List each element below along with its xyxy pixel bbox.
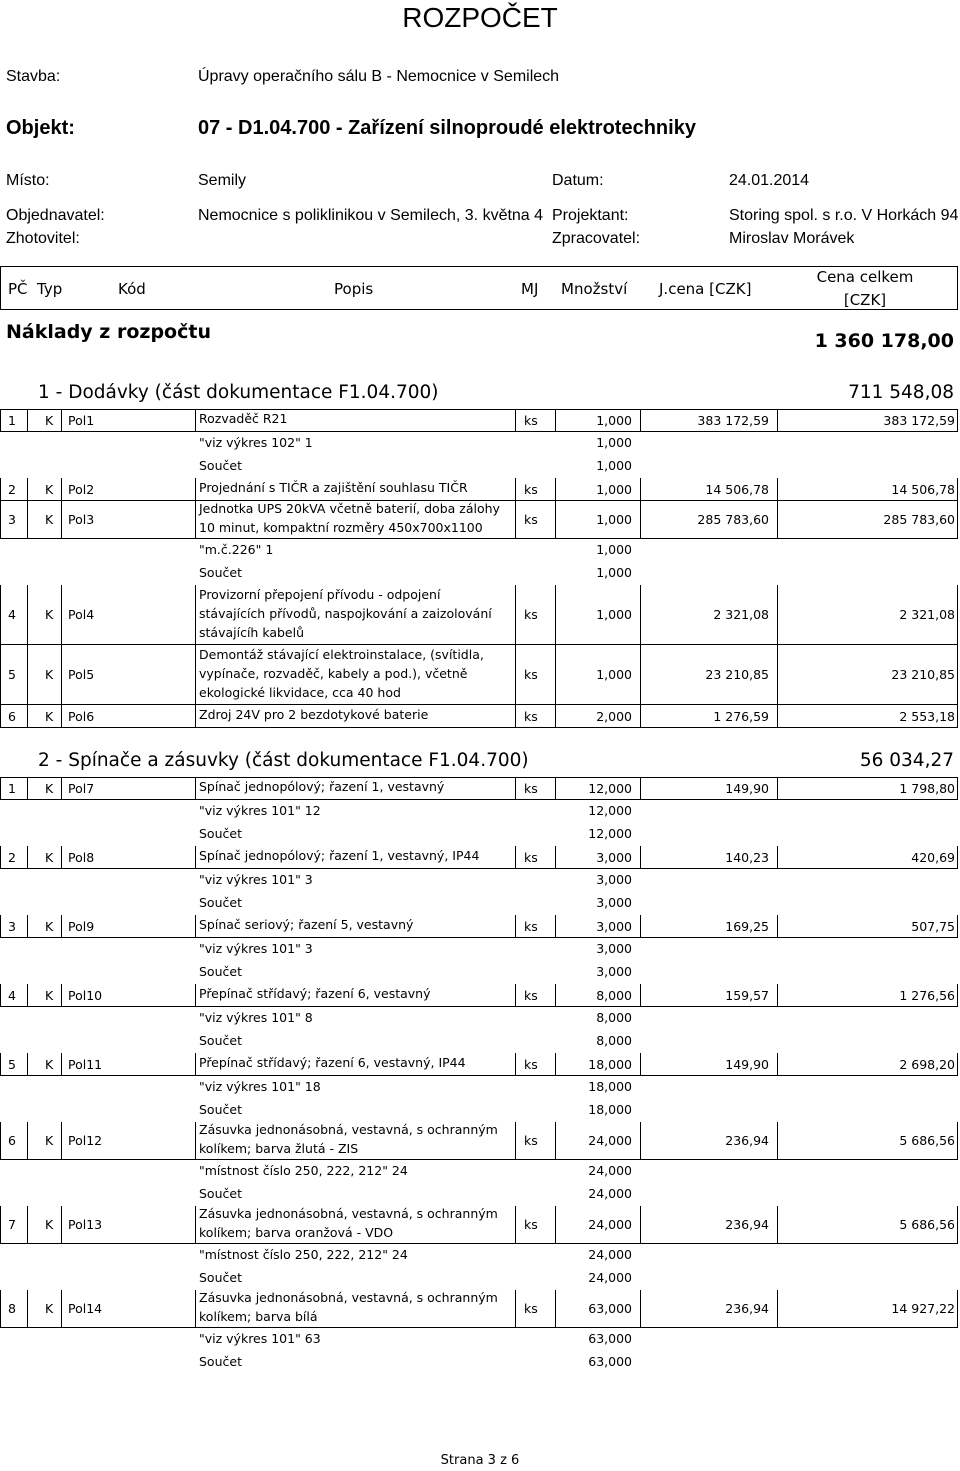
sub-mnozstvi: 1,000 — [596, 435, 632, 450]
col-popis: Popis — [334, 280, 374, 298]
cell-divider — [27, 585, 28, 645]
misto-value: Semily — [198, 172, 247, 189]
cell-divider — [27, 1122, 28, 1160]
cell-divider — [555, 645, 556, 705]
row-celkem: 507,75 — [911, 918, 955, 934]
row-jcena: 236,94 — [725, 1217, 769, 1232]
row-jcena: 159,57 — [725, 987, 769, 1003]
row-pc: 5 — [8, 1056, 16, 1072]
row-popis: ekologické likvidace, cca 40 hod — [199, 684, 401, 700]
sub-popis: "viz výkres 101" 12 — [199, 803, 321, 818]
row-mj: ks — [524, 1133, 538, 1148]
sub-mnozstvi: 1,000 — [596, 565, 632, 580]
row-pc: 4 — [8, 987, 16, 1003]
cell-divider — [61, 846, 62, 869]
objekt-value: 07 - D1.04.700 - Zařízení silnoproudé elektrotechniky — [198, 117, 696, 139]
cell-divider — [777, 645, 778, 705]
cell-divider — [640, 501, 641, 539]
sub-popis: Součet — [199, 1186, 242, 1201]
zpracovatel-value: Miroslav Morávek — [729, 230, 855, 247]
row-celkem: 14 927,22 — [891, 1301, 955, 1316]
row-celkem: 23 210,85 — [891, 667, 955, 682]
row-jcena: 2 321,08 — [713, 607, 769, 622]
cell-divider — [61, 1053, 62, 1076]
sub-popis: "viz výkres 101" 63 — [199, 1331, 321, 1346]
row-jcena: 140,23 — [725, 849, 769, 865]
stavba-value: Úpravy operačního sálu B - Nemocnice v Semilech — [198, 68, 560, 85]
cell-divider — [195, 846, 196, 869]
row-popis: Projednání s TIČR a zajištění souhlasu TIČR — [199, 480, 468, 495]
sub-mnozstvi: 8,000 — [596, 1010, 632, 1025]
cell-divider — [515, 478, 516, 501]
cell-divider — [61, 585, 62, 645]
sub-mnozstvi: 1,000 — [596, 542, 632, 557]
cell-divider — [195, 645, 196, 705]
cell-divider — [515, 777, 516, 800]
sub-mnozstvi: 1,000 — [596, 458, 632, 473]
cell-divider — [61, 705, 62, 728]
cell-divider — [640, 846, 641, 869]
cell-divider — [195, 1053, 196, 1076]
naklady-total: 1 360 178,00 — [814, 330, 954, 352]
row-mj: ks — [524, 1301, 538, 1316]
row-mnozstvi: 1,000 — [596, 607, 632, 622]
row-popis: kolíkem; barva oranžová - VDO — [199, 1225, 394, 1240]
sub-popis: "viz výkres 102" 1 — [199, 435, 313, 450]
row-jcena: 149,90 — [725, 780, 769, 796]
row-pc: 6 — [8, 708, 16, 724]
row-typ: K — [45, 667, 54, 682]
row-mnozstvi: 3,000 — [596, 918, 632, 934]
cell-divider — [515, 1053, 516, 1076]
sub-popis: Součet — [199, 458, 242, 473]
sub-popis: "viz výkres 101" 3 — [199, 872, 313, 887]
row-pc: 5 — [8, 667, 16, 682]
row-typ: K — [45, 1217, 54, 1232]
cell-divider — [61, 1206, 62, 1244]
row-mnozstvi: 18,000 — [588, 1056, 632, 1072]
cell-divider — [777, 501, 778, 539]
sub-mnozstvi: 24,000 — [588, 1186, 632, 1201]
cell-divider — [777, 1290, 778, 1328]
col-mnozstvi: Množství — [561, 280, 628, 298]
sub-popis: "viz výkres 101" 18 — [199, 1079, 321, 1094]
row-mj: ks — [524, 1217, 538, 1232]
cell-divider — [555, 501, 556, 539]
sub-popis: Součet — [199, 826, 242, 841]
cell-divider — [195, 409, 196, 432]
naklady-label: Náklady z rozpočtu — [6, 321, 211, 343]
cell-divider — [515, 585, 516, 645]
cell-divider — [640, 1290, 641, 1328]
table-row — [0, 984, 958, 1007]
row-kod: Pol11 — [68, 1056, 103, 1072]
sub-popis: Součet — [199, 1270, 242, 1285]
row-popis: Přepínač střídavý; řazení 6, vestavný, IP44 — [199, 1055, 466, 1070]
row-pc: 6 — [8, 1133, 16, 1148]
cell-divider — [555, 1206, 556, 1244]
row-jcena: 236,94 — [725, 1301, 769, 1316]
cell-divider — [195, 915, 196, 938]
row-celkem: 2 553,18 — [899, 708, 955, 724]
row-popis: Provizorní přepojení přívodu - odpojení — [199, 586, 441, 602]
cell-divider — [555, 1053, 556, 1076]
row-mj: ks — [524, 481, 538, 497]
row-jcena: 14 506,78 — [705, 481, 769, 497]
sub-popis: Součet — [199, 1033, 242, 1048]
row-celkem: 285 783,60 — [883, 512, 955, 527]
table-row — [0, 409, 958, 432]
cell-divider — [515, 915, 516, 938]
cell-divider — [515, 705, 516, 728]
cell-divider — [555, 846, 556, 869]
sub-mnozstvi: 3,000 — [596, 964, 632, 979]
table-row — [0, 915, 958, 938]
row-pc: 2 — [8, 849, 16, 865]
cell-divider — [515, 984, 516, 1007]
cell-divider — [27, 478, 28, 501]
row-celkem: 14 506,78 — [891, 481, 955, 497]
cell-divider — [640, 777, 641, 800]
row-jcena: 23 210,85 — [705, 667, 769, 682]
row-mnozstvi: 24,000 — [588, 1217, 632, 1232]
cell-divider — [515, 846, 516, 869]
cell-divider — [777, 705, 778, 728]
cell-divider — [640, 1053, 641, 1076]
sub-popis: Součet — [199, 895, 242, 910]
col-mj: MJ — [521, 280, 539, 298]
row-celkem: 383 172,59 — [883, 412, 955, 428]
row-popis: Zásuvka jednonásobná, vestavná, s ochranným — [199, 1122, 498, 1137]
section-total: 711 548,08 — [848, 382, 954, 403]
row-pc: 3 — [8, 918, 16, 934]
row-jcena: 383 172,59 — [697, 412, 769, 428]
cell-divider — [640, 645, 641, 705]
row-kod: Pol5 — [68, 667, 95, 682]
row-kod: Pol14 — [68, 1301, 103, 1316]
cell-divider — [555, 777, 556, 800]
row-jcena: 236,94 — [725, 1133, 769, 1148]
cell-divider — [777, 1053, 778, 1076]
row-popis: Zásuvka jednonásobná, vestavná, s ochranným — [199, 1290, 498, 1305]
objednavatel-value: Nemocnice s poliklinikou v Semilech, 3. května 4 — [198, 207, 544, 224]
row-typ: K — [45, 607, 54, 622]
row-popis: Zdroj 24V pro 2 bezdotykové baterie — [199, 707, 429, 722]
row-popis: Spínač jednopólový; řazení 1, vestavný, IP44 — [199, 848, 480, 863]
cell-divider — [61, 409, 62, 432]
table-row — [0, 705, 958, 728]
row-mnozstvi: 1,000 — [596, 412, 632, 428]
row-mnozstvi: 63,000 — [588, 1301, 632, 1316]
sub-mnozstvi: 18,000 — [588, 1079, 632, 1094]
zhotovitel-label: Zhotovitel: — [6, 230, 80, 247]
cell-divider — [640, 478, 641, 501]
row-kod: Pol9 — [68, 918, 95, 934]
row-popis: 10 minut, kompaktní rozměry 450x700x1100 — [199, 520, 483, 535]
row-mnozstvi: 2,000 — [596, 708, 632, 724]
cell-divider — [640, 585, 641, 645]
row-popis: Rozvaděč R21 — [199, 411, 288, 426]
sub-mnozstvi: 18,000 — [588, 1102, 632, 1117]
cell-divider — [61, 478, 62, 501]
page-footer: Strana 3 z 6 — [440, 1453, 520, 1468]
cell-divider — [27, 409, 28, 432]
cell-divider — [555, 585, 556, 645]
sub-popis: "m.č.226" 1 — [199, 542, 274, 557]
cell-divider — [777, 585, 778, 645]
col-typ: Typ — [37, 280, 63, 298]
cell-divider — [61, 984, 62, 1007]
cell-divider — [640, 1206, 641, 1244]
row-typ: K — [45, 780, 54, 796]
sub-popis: "místnost číslo 250, 222, 212" 24 — [199, 1163, 408, 1178]
row-pc: 1 — [8, 780, 16, 796]
row-typ: K — [45, 512, 54, 527]
datum-value: 24.01.2014 — [729, 172, 810, 189]
sub-mnozstvi: 24,000 — [588, 1247, 632, 1262]
cell-divider — [27, 705, 28, 728]
row-celkem: 1 276,56 — [899, 987, 955, 1003]
row-kod: Pol10 — [68, 987, 103, 1003]
cell-divider — [777, 1122, 778, 1160]
cell-divider — [27, 777, 28, 800]
cell-divider — [640, 1122, 641, 1160]
cell-divider — [777, 777, 778, 800]
row-mj: ks — [524, 667, 538, 682]
sub-popis: Součet — [199, 964, 242, 979]
cell-divider — [777, 915, 778, 938]
row-kod: Pol2 — [68, 481, 95, 497]
row-popis: stávajícíh kabelů — [199, 624, 305, 640]
objekt-label: Objekt: — [6, 117, 75, 139]
cell-divider — [61, 501, 62, 539]
row-mj: ks — [524, 780, 538, 796]
cell-divider — [555, 478, 556, 501]
cell-divider — [195, 705, 196, 728]
cell-divider — [555, 984, 556, 1007]
col-pc: PČ — [8, 280, 28, 298]
row-mnozstvi: 12,000 — [588, 780, 632, 796]
section-total: 56 034,27 — [859, 750, 954, 771]
cell-divider — [640, 409, 641, 432]
cell-divider — [777, 984, 778, 1007]
cell-divider — [61, 645, 62, 705]
row-popis: kolíkem; barva žlutá - ZIS — [199, 1141, 359, 1156]
stavba-label: Stavba: — [6, 68, 61, 85]
row-pc: 3 — [8, 512, 16, 527]
row-mnozstvi: 8,000 — [596, 987, 632, 1003]
cell-divider — [195, 1206, 196, 1244]
row-popis: Spínač seriový; řazení 5, vestavný — [199, 917, 414, 932]
row-typ: K — [45, 708, 54, 724]
cell-divider — [61, 1122, 62, 1160]
row-mnozstvi: 24,000 — [588, 1133, 632, 1148]
row-kod: Pol3 — [68, 512, 95, 527]
cell-divider — [515, 409, 516, 432]
table-row — [0, 1053, 958, 1076]
row-mnozstvi: 1,000 — [596, 481, 632, 497]
row-mj: ks — [524, 512, 538, 527]
sub-mnozstvi: 63,000 — [588, 1354, 632, 1369]
cell-divider — [640, 984, 641, 1007]
row-mj: ks — [524, 607, 538, 622]
row-celkem: 5 686,56 — [899, 1217, 955, 1232]
cell-divider — [195, 1122, 196, 1160]
sub-popis: Součet — [199, 1102, 242, 1117]
row-popis: Přepínač střídavý; řazení 6, vestavný — [199, 986, 431, 1001]
row-pc: 2 — [8, 481, 16, 497]
row-celkem: 2 698,20 — [899, 1056, 955, 1072]
cell-divider — [515, 1206, 516, 1244]
cell-divider — [777, 846, 778, 869]
cell-divider — [195, 1290, 196, 1328]
row-kod: Pol7 — [68, 780, 95, 796]
col-jcena: J.cena [CZK] — [659, 280, 752, 298]
cell-divider — [777, 478, 778, 501]
cell-divider — [27, 645, 28, 705]
cell-divider — [555, 409, 556, 432]
cell-divider — [61, 777, 62, 800]
cell-divider — [640, 915, 641, 938]
row-celkem: 420,69 — [911, 849, 955, 865]
sub-mnozstvi: 24,000 — [588, 1163, 632, 1178]
cell-divider — [195, 777, 196, 800]
cell-divider — [515, 645, 516, 705]
row-mj: ks — [524, 708, 538, 724]
row-popis: Demontáž stávající elektroinstalace, (svítidla, — [199, 646, 484, 662]
page-title: ROZPOČET — [402, 2, 558, 33]
cell-divider — [640, 705, 641, 728]
row-typ: K — [45, 918, 54, 934]
sub-mnozstvi: 63,000 — [588, 1331, 632, 1346]
row-kod: Pol6 — [68, 708, 95, 724]
row-pc: 7 — [8, 1217, 16, 1232]
sub-mnozstvi: 8,000 — [596, 1033, 632, 1048]
row-mj: ks — [524, 987, 538, 1003]
row-typ: K — [45, 1301, 54, 1316]
row-mnozstvi: 1,000 — [596, 512, 632, 527]
cell-divider — [27, 984, 28, 1007]
row-popis: Spínač jednopólový; řazení 1, vestavný — [199, 779, 445, 794]
table-row — [0, 777, 958, 800]
row-typ: K — [45, 1056, 54, 1072]
sub-mnozstvi: 12,000 — [588, 826, 632, 841]
row-celkem: 2 321,08 — [899, 607, 955, 622]
row-kod: Pol13 — [68, 1217, 103, 1232]
cell-divider — [61, 1290, 62, 1328]
row-popis: Jednotka UPS 20kVA včetně baterií, doba zálohy — [199, 501, 500, 516]
row-popis: vypínače, rozvaděč, kabely a pod.), včetně — [199, 665, 468, 681]
cell-divider — [27, 1290, 28, 1328]
sub-popis: "viz výkres 101" 8 — [199, 1010, 313, 1025]
cell-divider — [555, 705, 556, 728]
projektant-label: Projektant: — [552, 207, 629, 224]
row-jcena: 285 783,60 — [697, 512, 769, 527]
cell-divider — [61, 915, 62, 938]
cell-divider — [27, 1053, 28, 1076]
sub-popis: "místnost číslo 250, 222, 212" 24 — [199, 1247, 408, 1262]
cell-divider — [555, 915, 556, 938]
cell-divider — [515, 1122, 516, 1160]
sub-mnozstvi: 3,000 — [596, 941, 632, 956]
row-pc: 4 — [8, 607, 16, 622]
sub-popis: Součet — [199, 565, 242, 580]
zpracovatel-label: Zpracovatel: — [552, 230, 641, 247]
cell-divider — [195, 585, 196, 645]
sub-mnozstvi: 3,000 — [596, 872, 632, 887]
sub-popis: Součet — [199, 1354, 242, 1369]
cell-divider — [195, 478, 196, 501]
projektant-value: Storing spol. s r.o. V Horkách 94 — [729, 207, 959, 224]
row-typ: K — [45, 987, 54, 1003]
row-popis: kolíkem; barva bílá — [199, 1309, 318, 1324]
row-pc: 8 — [8, 1301, 16, 1316]
col-cena-celkem: Cena celkem — [816, 268, 914, 286]
cell-divider — [777, 1206, 778, 1244]
row-typ: K — [45, 481, 54, 497]
cell-divider — [777, 409, 778, 432]
sub-popis: "viz výkres 101" 3 — [199, 941, 313, 956]
section-title: 2 - Spínače a zásuvky (část dokumentace F1.04.700) — [38, 750, 529, 771]
sub-mnozstvi: 12,000 — [588, 803, 632, 818]
row-popis: Zásuvka jednonásobná, vestavná, s ochranným — [199, 1206, 498, 1221]
row-kod: Pol12 — [68, 1133, 103, 1148]
row-kod: Pol4 — [68, 607, 95, 622]
cell-divider — [515, 501, 516, 539]
col-cena-celkem-unit: [CZK] — [843, 291, 887, 309]
row-mnozstvi: 3,000 — [596, 849, 632, 865]
row-celkem: 5 686,56 — [899, 1133, 955, 1148]
row-typ: K — [45, 849, 54, 865]
cell-divider — [555, 1290, 556, 1328]
col-kod: Kód — [118, 280, 146, 298]
objednavatel-label: Objednavatel: — [6, 207, 105, 224]
row-mj: ks — [524, 849, 538, 865]
cell-divider — [515, 1290, 516, 1328]
misto-label: Místo: — [6, 172, 50, 189]
row-mj: ks — [524, 918, 538, 934]
row-mj: ks — [524, 1056, 538, 1072]
cell-divider — [195, 984, 196, 1007]
cell-divider — [195, 501, 196, 539]
row-celkem: 1 798,80 — [899, 780, 955, 796]
row-mj: ks — [524, 412, 538, 428]
section-title: 1 - Dodávky (část dokumentace F1.04.700) — [38, 382, 439, 403]
row-typ: K — [45, 412, 54, 428]
sub-mnozstvi: 3,000 — [596, 895, 632, 910]
row-mnozstvi: 1,000 — [596, 667, 632, 682]
cell-divider — [555, 1122, 556, 1160]
sub-mnozstvi: 24,000 — [588, 1270, 632, 1285]
row-jcena: 149,90 — [725, 1056, 769, 1072]
table-row — [0, 478, 958, 501]
row-jcena: 1 276,59 — [713, 708, 769, 724]
row-pc: 1 — [8, 412, 16, 428]
cell-divider — [27, 1206, 28, 1244]
row-popis: stávajících přívodů, naspojkování a zaizolování — [199, 605, 492, 621]
row-typ: K — [45, 1133, 54, 1148]
row-jcena: 169,25 — [725, 918, 769, 934]
row-kod: Pol8 — [68, 849, 95, 865]
row-kod: Pol1 — [68, 412, 95, 428]
cell-divider — [27, 846, 28, 869]
datum-label: Datum: — [552, 172, 604, 189]
cell-divider — [27, 501, 28, 539]
cell-divider — [27, 915, 28, 938]
